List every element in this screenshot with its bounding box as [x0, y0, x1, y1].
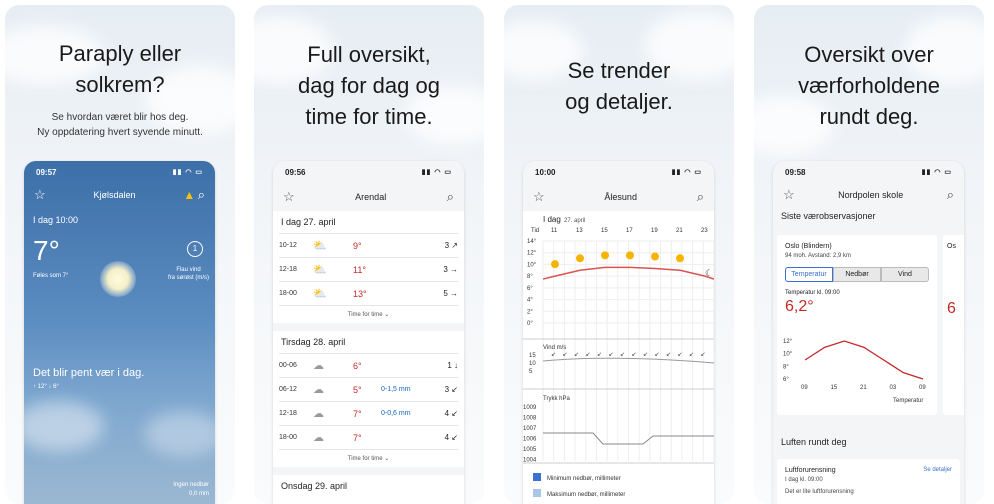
promo-card-1 — [5, 5, 235, 504]
wind-gauge-icon — [187, 241, 203, 257]
pollution-title: Luftforurensning — [785, 467, 836, 474]
row-time: 00-06 — [279, 362, 297, 369]
station-name-2: Os — [947, 243, 956, 250]
wind-desc: Flau vind fra sørøst (m/s) — [168, 267, 209, 281]
pressure-tick: 1009 — [523, 405, 537, 411]
row-time: 06-12 — [279, 386, 297, 393]
pressure-axis-label: Trykk hPa — [543, 396, 570, 402]
weather-icon: ☁ — [313, 408, 324, 420]
wind-arrow-icon: ↙ — [608, 352, 614, 358]
day-header: Onsdag 29. april — [281, 481, 348, 491]
temp-label: Temperatur kl. 09:00 — [785, 290, 840, 296]
hour-tick: 19 — [651, 228, 658, 234]
wind-arrow-icon: ↙ — [574, 352, 580, 358]
x-tick: 03 — [889, 385, 897, 391]
row-wind: 3 ↗ — [444, 241, 458, 250]
sun-icon — [626, 251, 634, 259]
forecast-row[interactable] — [279, 257, 458, 281]
y-tick: 12° — [783, 339, 793, 345]
y-tick: 6° — [783, 377, 789, 383]
x-tick: 21 — [860, 385, 867, 391]
status-time: 09:57 — [36, 167, 57, 177]
row-precip: 0-0,6 mm — [381, 410, 411, 417]
tab-wind[interactable]: Vind — [881, 267, 929, 282]
current-temp: 7° — [33, 235, 60, 266]
pollution-card[interactable] — [777, 459, 960, 504]
day-header: Tirsdag 28. april — [281, 337, 346, 347]
high-low: ↑ 12° ↓ 6° — [33, 384, 59, 390]
observation-card[interactable] — [777, 235, 937, 415]
hour-by-hour-link[interactable]: Time for time ⌄ — [279, 449, 458, 467]
temp-tick: 6° — [527, 285, 533, 292]
headline: Se trender og detaljer. — [565, 58, 673, 114]
today-label: I dag 10:00 — [33, 215, 79, 225]
station-name: Oslo (Blindern) — [785, 243, 832, 250]
x-tick: 15 — [830, 385, 838, 391]
observation-card-2[interactable] — [943, 235, 964, 415]
wind-axis-label: Vind m/s — [543, 345, 567, 351]
row-wind: 3 ↙ — [444, 385, 458, 394]
wind-arrow-icon: ↙ — [631, 352, 637, 358]
wind-tick: 10 — [529, 361, 536, 367]
row-time: 18-00 — [279, 290, 297, 297]
status-time: 09:58 — [785, 167, 806, 177]
hour-tick: 17 — [626, 228, 633, 234]
row-temp: 7° — [353, 432, 362, 443]
weather-summary: Det blir pent vær i dag. — [33, 367, 145, 379]
legend-max-swatch — [533, 489, 541, 497]
row-wind: 4 ↙ — [444, 409, 458, 418]
y-tick: 8° — [783, 364, 789, 371]
wind-arrow-icon: ↙ — [620, 352, 626, 358]
pollution-status: Det er lite luftforurensning — [785, 489, 854, 495]
row-time: 12-18 — [279, 410, 297, 417]
temp-value: 6,2° — [785, 298, 814, 315]
row-temp: 13° — [353, 288, 367, 299]
sun-icon — [651, 253, 659, 261]
warning-icon[interactable]: ▲ — [183, 188, 196, 202]
row-wind: 4 ↙ — [444, 433, 458, 442]
hour-tick: 11 — [551, 228, 558, 234]
phone-screen — [24, 161, 215, 504]
weather-icon: ⛅ — [313, 288, 327, 300]
air-title: Luften rundt deg — [781, 437, 847, 447]
forecast-row[interactable] — [279, 281, 458, 305]
forecast-row[interactable] — [279, 233, 458, 257]
location-title: Nordpolen skole — [838, 190, 904, 200]
pressure-tick: 1006 — [523, 436, 537, 443]
forecast-row[interactable] — [279, 377, 458, 401]
hour-tick: 21 — [676, 228, 683, 234]
wind-arrow-icon: ↙ — [643, 352, 649, 358]
forecast-row[interactable] — [279, 353, 458, 377]
subtitle: Se hvordan været blir hos deg. Ny oppdatering hvert syvende minutt. — [37, 112, 203, 138]
wind-arrow-icon: ↙ — [562, 352, 568, 358]
y-tick: 10° — [783, 351, 793, 358]
weather-icon: ⛅ — [313, 264, 327, 276]
weather-icon: ☁ — [313, 360, 324, 372]
search-icon[interactable]: ⌕ — [446, 189, 454, 204]
row-temp: 6° — [353, 360, 362, 371]
temp-tick: 0° — [527, 321, 533, 327]
details-link[interactable]: Se detaljer — [923, 467, 952, 473]
search-icon[interactable]: ⌕ — [696, 189, 704, 204]
temp-value-2: 6 — [947, 300, 956, 317]
date-label: 27. april — [564, 218, 586, 224]
phone-screen — [273, 161, 464, 504]
wind-arrow-icon: ↙ — [597, 352, 603, 358]
obs-temp-chart — [783, 335, 929, 410]
location-title: Arendal — [355, 192, 387, 202]
sun-icon — [676, 254, 684, 262]
hour-tick: 23 — [701, 228, 708, 234]
trend-chart — [523, 211, 714, 504]
row-temp: 5° — [353, 384, 362, 395]
precip-info: Ingen nedbør 0,0 mm — [173, 482, 209, 497]
obs-tabs — [785, 267, 929, 282]
pressure-tick: 1005 — [523, 447, 537, 453]
obs-legend: Temperatur — [893, 398, 924, 404]
phone-screen — [523, 161, 714, 504]
phone-screen — [773, 161, 964, 504]
star-icon[interactable]: ☆ — [533, 189, 545, 204]
star-icon[interactable]: ☆ — [34, 187, 46, 202]
moon-icon: ☾ — [705, 268, 714, 278]
wind-arrow-icon: ↙ — [654, 352, 660, 358]
signal-icon: ▮▮ ◠ ▭ — [172, 169, 203, 176]
temp-tick: 2° — [527, 309, 533, 316]
wind-tick: 15 — [529, 353, 536, 359]
wind-arrow-icon: ↙ — [700, 352, 706, 358]
promo-card-3 — [504, 5, 734, 504]
star-icon[interactable]: ☆ — [283, 189, 295, 204]
row-temp: 9° — [353, 240, 362, 251]
row-temp: 11° — [353, 264, 366, 275]
temp-tick: 10° — [527, 262, 537, 269]
today-label: I dag — [543, 215, 561, 224]
sun-icon — [100, 261, 136, 297]
tab-precipitation[interactable]: Nedbør — [833, 267, 881, 282]
location-title: Kjølsdalen — [93, 190, 136, 200]
row-precip: 0-1,5 mm — [381, 386, 411, 393]
day-header: I dag 27. april — [281, 217, 336, 227]
wind-arrow-icon: ↙ — [585, 352, 591, 358]
signal-icon: ▮▮ ◠ ▭ — [671, 169, 702, 176]
hour-by-hour-link[interactable]: Time for time ⌄ — [279, 305, 458, 323]
observations-title: Siste værobservasjoner — [781, 211, 876, 221]
weather-icon: ⛅ — [313, 240, 327, 252]
temp-tick: 14° — [527, 239, 537, 245]
pressure-tick: 1007 — [523, 426, 537, 432]
feels-like: Føles som 7° — [33, 273, 69, 279]
row-temp: 7° — [353, 408, 362, 419]
search-icon[interactable]: ⌕ — [197, 187, 205, 202]
row-wind: 5 → — [443, 289, 458, 298]
star-icon[interactable]: ☆ — [783, 187, 795, 202]
promo-card-4 — [754, 5, 984, 504]
status-time: 09:56 — [285, 167, 306, 177]
wind-arrow-icon: ↙ — [666, 352, 672, 358]
obs-temp-line — [805, 341, 923, 379]
hour-tick: 13 — [576, 228, 583, 234]
pollution-time: I dag kl. 09:00 — [785, 477, 823, 483]
temp-tick: 8° — [527, 274, 533, 281]
signal-icon: ▮▮ ◠ ▭ — [921, 169, 952, 176]
row-wind: 1 ↓ — [447, 361, 458, 370]
wind-tick: 5 — [529, 369, 533, 375]
promo-card-2 — [254, 5, 484, 504]
x-tick: 09 — [919, 385, 926, 391]
legend-min-swatch — [533, 473, 541, 481]
wind-arrow-icon: ↙ — [689, 352, 695, 358]
wind-arrow-icon: ↙ — [677, 352, 683, 358]
temp-tick: 12° — [527, 250, 537, 257]
x-tick: 09 — [801, 385, 808, 391]
row-time: 12-18 — [279, 266, 297, 273]
row-time: 18-00 — [279, 434, 297, 441]
sun-icon — [576, 254, 584, 262]
row-time: 10-12 — [279, 242, 297, 249]
forecast-row[interactable] — [279, 401, 458, 425]
nav-actions — [183, 187, 205, 203]
location-title: Ålesund — [604, 192, 637, 202]
legend-min: Minimum nedbør, millimeter — [547, 476, 621, 482]
wind-arrow-icon: ↙ — [551, 352, 557, 358]
row-wind: 3 → — [443, 265, 458, 274]
sun-icon — [601, 251, 609, 259]
status-time: 10:00 — [535, 167, 556, 177]
headline: Paraply eller solkrem? — [58, 41, 182, 97]
headline: Full oversikt, dag for dag og time for time. — [298, 42, 440, 129]
wind-value: 1 — [192, 244, 198, 253]
legend-max: Maksimum nedbør, millimeter — [547, 492, 626, 498]
search-icon[interactable]: ⌕ — [946, 187, 954, 202]
temp-tick: 4° — [527, 297, 533, 304]
pressure-tick: 1008 — [523, 415, 537, 422]
hour-tick: 15 — [601, 228, 608, 234]
sun-icon — [551, 260, 559, 268]
signal-icon: ▮▮ ◠ ▭ — [421, 169, 452, 176]
tab-temperature[interactable]: Temperatur — [785, 267, 833, 282]
weather-icon: ☁ — [313, 432, 324, 444]
forecast-row[interactable] — [279, 425, 458, 449]
weather-icon: ☁ — [313, 384, 324, 396]
time-axis-label: Tid — [531, 228, 540, 234]
headline: Oversikt over værforholdene rundt deg. — [798, 42, 940, 129]
station-meta: 94 moh. Avstand: 2,9 km — [785, 253, 851, 259]
pressure-tick: 1004 — [523, 457, 537, 464]
